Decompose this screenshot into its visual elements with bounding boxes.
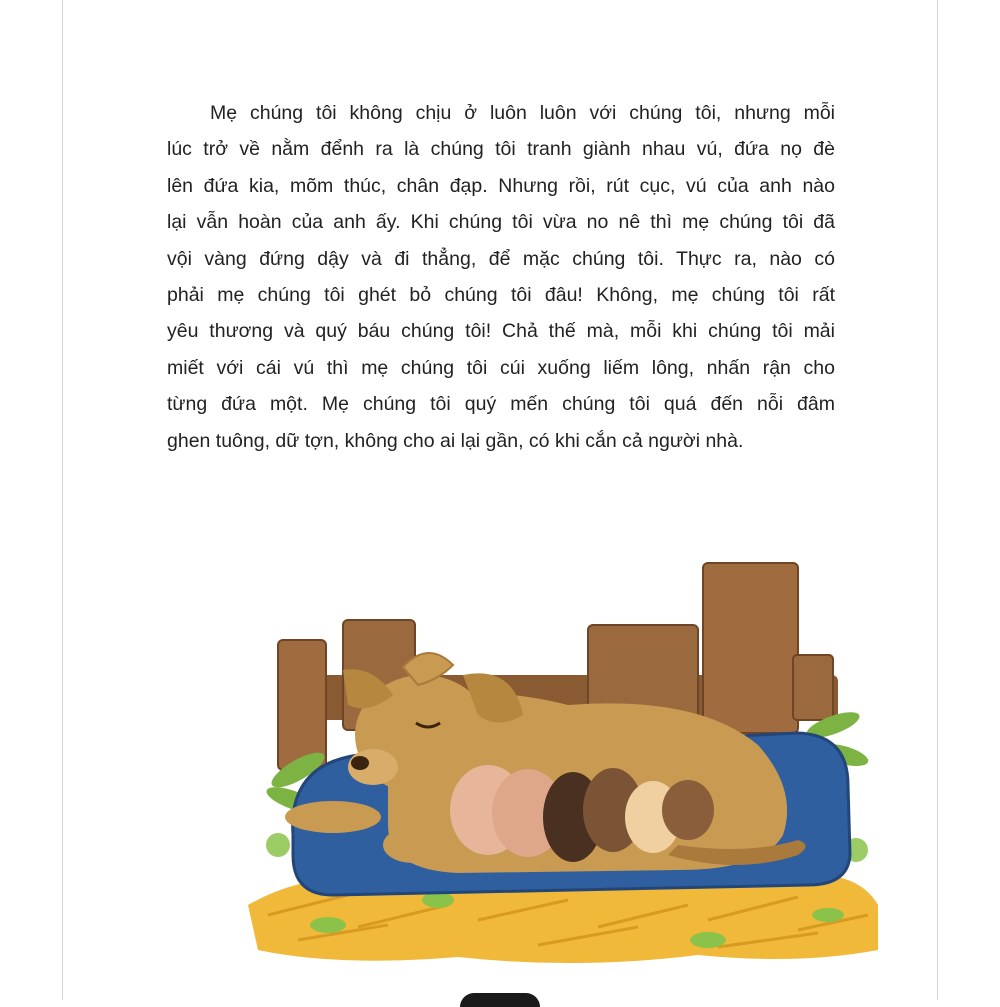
story-line: yêu thương và quý báu chúng tôi! Chả thế mà, mỗi khi chúng tôi mải <box>167 320 835 343</box>
puppy <box>662 780 714 840</box>
story-line: lúc trở về nằm đểnh ra là chúng tôi tranh giành nhau vú, đứa nọ đè <box>167 138 835 161</box>
page-tab <box>460 993 540 1007</box>
mother-dog-nursing-puppies-illustration <box>238 555 888 975</box>
story-line: ghen tuông, dữ tợn, không cho ai lại gần, có khi cắn cả người nhà. <box>167 429 744 452</box>
story-line: vội vàng đứng dậy và đi thẳng, để mặc chúng tôi. Thực ra, nào có <box>167 247 835 270</box>
fence-post <box>703 563 798 733</box>
story-line: Mẹ chúng tôi không chịu ở luôn luôn với chúng tôi, nhưng mỗi <box>210 102 835 124</box>
story-line: miết với cái vú thì mẹ chúng tôi cúi xuống liếm lông, nhấn rận cho <box>167 356 835 379</box>
story-line: phải mẹ chúng tôi ghét bỏ chúng tôi đâu! Không, mẹ chúng tôi rất <box>167 283 835 306</box>
story-line: lên đứa kia, mõm thúc, chân đạp. Nhưng rồi, rút cục, vú của anh nào <box>167 174 835 197</box>
fence-post <box>793 655 833 720</box>
story-line: lại vẫn hoàn của anh ấy. Khi chúng tôi vừa no nê thì mẹ chúng tôi đã <box>167 211 835 234</box>
nose-icon <box>351 756 369 770</box>
fence-post <box>278 640 326 770</box>
book-page <box>62 0 938 1000</box>
story-line: từng đứa một. Mẹ chúng tôi quý mến chúng tôi quá đến nỗi đâm <box>167 393 835 416</box>
story-text <box>167 95 835 459</box>
